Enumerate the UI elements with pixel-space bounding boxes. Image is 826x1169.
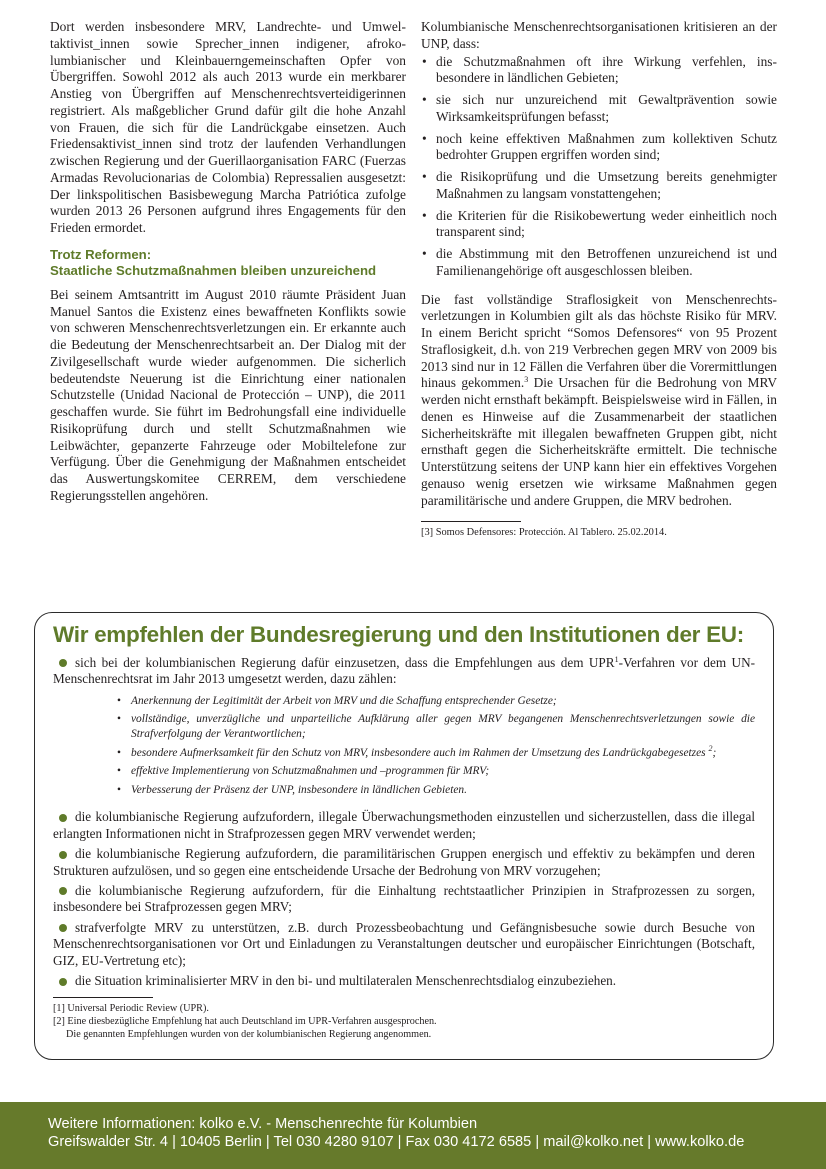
criticism-intro: Kolumbianische Menschenrechtsorganisationen kritisieren an der UNP, dass: <box>421 19 777 51</box>
recommendation-item: die kolumbianische Regierung aufzufordern, für die Einhaltung rechtstaatlicher Prinzipien in Strafprozessen zu sorgen, insbesondere bei Strafprozessen gegen MRV; <box>53 883 755 915</box>
recommendation-item: die Situation kriminalisierter MRV in den bi- und multilateralen Menschenrechtsdialog einzubeziehen. <box>53 973 755 989</box>
recommendation-item: sich bei der kolumbianischen Regierung dafür einzusetzen, dass die Empfehlungen aus dem UPR$^1$-Verfahren vor dem UN-Menschenrechtsrat im Jahr 2013 umgesetzt werden, dazu zählen: <box>53 655 755 687</box>
bullet-icon: • <box>117 694 121 707</box>
list-item: • Anerkennung der Legitimität der Arbeit von MRV und die Schaffung entsprechender Gesetze; <box>117 694 557 707</box>
footnote-divider <box>53 997 153 998</box>
email-link[interactable]: mail@kolko.net <box>543 1133 644 1150</box>
footer-band <box>0 1102 826 1169</box>
bullet-icon: • <box>117 746 121 759</box>
footnote-ref-1[interactable]: 1 <box>614 655 619 664</box>
bullet-icon: • <box>422 246 427 261</box>
website-link[interactable]: www.kolko.de <box>655 1133 745 1150</box>
criticism-list <box>421 54 777 280</box>
list-item: • noch keine effektiven Maßnahmen zum kollektiven Schutz bedrohter Gruppen ergriffen worden sind; <box>422 130 777 163</box>
bullet-icon: • <box>117 713 121 726</box>
left-column <box>50 19 406 505</box>
list-item: • die Abstimmung mit den Betroffenen unzureichend ist und Familienangehörige oft ausgeschlossen bleiben. <box>422 246 777 278</box>
recommendation-item: strafverfolgte MRV zu unterstützen, z.B. durch Prozessbeobachtung und Gefängnisbesuche sowie durch Besuche von Menschenrechtsorganisationen vor Ort und Einladungen zu Veranstaltungen deutscher und europäischer Einrichtungen (Botschaft, GIZ, EU-Vertretung etc); <box>53 919 755 968</box>
recommendations-title: Wir empfehlen der Bundesregierung und den Institutionen der EU: <box>53 622 744 647</box>
section-heading-line-2: Staatliche Schutzmaßnahmen bleiben unzureichend <box>50 262 377 278</box>
recommendation-item: die kolumbianische Regierung aufzufordern, die paramilitärischen Gruppen energisch und effektiv zu bekämpfen und deren Strukturen aufzulösen, und so gegen eine entscheidende Ursache der Bedrohung von MRV vorzugehen; <box>53 846 755 878</box>
footnote-divider <box>421 521 521 522</box>
footer-contact-line: Greifswalder Str. 4 | 10405 Berlin | Tel 030 4280 9107 | Fax 030 4172 6585 | mail@kolko.net | www.kolko.de <box>48 1133 745 1150</box>
impunity-paragraph: Die fast vollständige Straflosigkeit von Menschenrechtsverletzungen in Kolumbien gilt als das höchste Risiko für MRV. In einem Bericht spricht “Somos Defensores“ von 95 Prozent Straflosigkeit, d.h. von 219 Verbrechen gegen MRV von 2009 bis 2013 sind nur in 12 Fällen die Verfahren über die Vorermittlungen hinaus gekommen.$^3$ Die Ursachen für die Bedrohung von MRV werden nicht ernsthaft bekämpft. Beispielsweise wird in Fällen, in denen es Hinweise auf die Zusammenarbeit der staatlichen Sicherheitskräfte mit illegalen bewaffneten Gruppen gibt, nicht ernsthaft gegen die Sicherheitskräfte ermittelt. Die technische Unterstützung seitens der UNP kann hier ein effektives Vorgehen genauso wenig ersetzen wie wirksame Maßnahmen gegen paramilitärische und andere Gruppen, die MRV bedrohen. <box>421 291 777 508</box>
right-column <box>421 19 777 539</box>
section-heading-line-1: Trotz Reformen: <box>50 246 152 262</box>
footnote-3: [3] Somos Defensores: Protección. Al Tablero. 25.02.2014. <box>421 527 667 539</box>
footnote-2: [2] Eine diesbezügliche Empfehlung hat auch Deutschland im UPR-Verfahren ausgesprochen. Die genannten Empfehlungen wurden von der kolumbianischen Regierung angenommen. <box>53 1016 437 1041</box>
bullet-icon: • <box>117 765 121 778</box>
footnote-ref-3[interactable]: 3 <box>524 375 529 385</box>
section-heading <box>50 247 406 279</box>
green-dot-icon <box>59 659 67 667</box>
green-dot-icon <box>59 978 67 986</box>
green-dot-icon <box>59 814 67 822</box>
upr-recommendations-list <box>53 694 755 798</box>
list-item: • die Kriterien für die Risikobewertung weder einheitlich noch transparent sind; <box>422 207 777 240</box>
recommendations-box <box>34 612 774 1060</box>
green-dot-icon <box>59 924 67 932</box>
bullet-icon: • <box>422 130 427 146</box>
bullet-icon: • <box>422 92 427 107</box>
recommendation-item: die kolumbianische Regierung aufzufordern, illegale Überwachungsmethoden einzustellen und sicherzustellen, dass die illegal erlangten Informationen nicht in Strafprozessen gegen MRV verwendet werden; <box>53 809 755 841</box>
footer-address: Greifswalder Str. 4 | 10405 Berlin | Tel 030 4280 9107 | Fax 030 4172 6585 | <box>48 1133 544 1150</box>
bullet-icon: • <box>422 169 427 184</box>
unp-paragraph: Bei seinem Amtsantritt im August 2010 räumte Präsident Juan Manuel Santos die Existenz eines bewaffneten Konflikts sowie von schweren Menschenrechtsverletzungen ein. Er erkannte auch die Bedeutung der Menschenrechtsarbeit an. Der Dialog mit der Zivilgesellschaft wurde wieder aufgenommen. Die sicherlich bedeutendste Neuerung ist die Einrichtung einer nationalen Schutzstelle (Unidad Nacional de Protección – UNP), die 2011 geschaffen wurde. Sie führt im Bedrohungsfall eine individuelle Risikoprüfung durch und stellt Schutzmaßnahmen wie Leibwächter, gepanzerte Fahrzeuge oder Mobiltelefone zur Verfügung. Über die Genehmigung der Maßnahmen entscheidet das Auswertungskomitee CERREM, dem verschiedene Regierungsstellen angehören. <box>50 286 406 503</box>
bullet-icon: • <box>117 783 121 796</box>
list-item: • die Risikoprüfung und die Umsetzung bereits genehmigter Maßnahmen zu langsam vonstattengehen; <box>422 169 777 201</box>
green-dot-icon <box>59 851 67 859</box>
footer-info-line: Weitere Informationen: kolko e.V. - Menschenrechte für Kolumbien <box>48 1116 478 1132</box>
bullet-icon: • <box>422 207 427 223</box>
intro-paragraph: Dort werden insbesondere MRV, Landrechte- und Umweltaktivist_innen sowie Sprecher_innen indigener, afrokolumbianischer und Kleinbauerngemeinschaften Opfer von Übergriffen. Sowohl 2012 als auch 2013 wurde ein merkbarer Anstieg von Übergriffen auf Menschenrechtsverteidigerinnen registriert. Als maßgeblicher Grund dafür gilt die hohe Anzahl von Frauen, die sich für die Landrückgabe einsetzen. Auch Friedensaktivist_innen sind trotz der laufenden Verhandlungen zwischen Regierung und der Guerillaorganisation FARC (Fuerzas Armadas Revolucionarias de Colombia) Repressalien ausgesetzt: Der linkspolitischen Basisbewegung Marcha Patriótica zufolge wurden 2013 26 Personen aufgrund ihres Engagements für den Frieden ermordet. <box>50 19 406 235</box>
list-item: • die Schutzmaßnahmen oft ihre Wirkung verfehlen, insbesondere in ländlichen Gebieten; <box>422 53 777 86</box>
list-item: • besondere Aufmerksamkeit für den Schutz von MRV, insbesondere auch im Rahmen der Umsetzung des Landrückgabegesetzes $^2$; <box>117 743 717 759</box>
list-item: • vollständige, unverzügliche und unparteiliche Aufklärung aller gegen MRV begangenen Menschenrechtsverletzungen sowie die Strafverfolgung der Verantwortlichen; <box>117 713 755 740</box>
footnote-1: [1] Universal Periodic Review (UPR). <box>53 1003 209 1015</box>
bullet-icon: • <box>422 53 427 69</box>
list-item: • sie sich nur unzureichend mit Gewaltprävention sowie Wirksamkeitsprüfungen befasst; <box>422 92 777 124</box>
green-dot-icon <box>59 887 67 895</box>
list-item: • effektive Implementierung von Schutzmaßnahmen und –programmen für MRV; <box>117 765 490 778</box>
footnote-ref-2[interactable]: 2 <box>708 743 713 753</box>
list-item: • Verbesserung der Präsenz der UNP, insbesondere in ländlichen Gebieten. <box>117 783 467 796</box>
